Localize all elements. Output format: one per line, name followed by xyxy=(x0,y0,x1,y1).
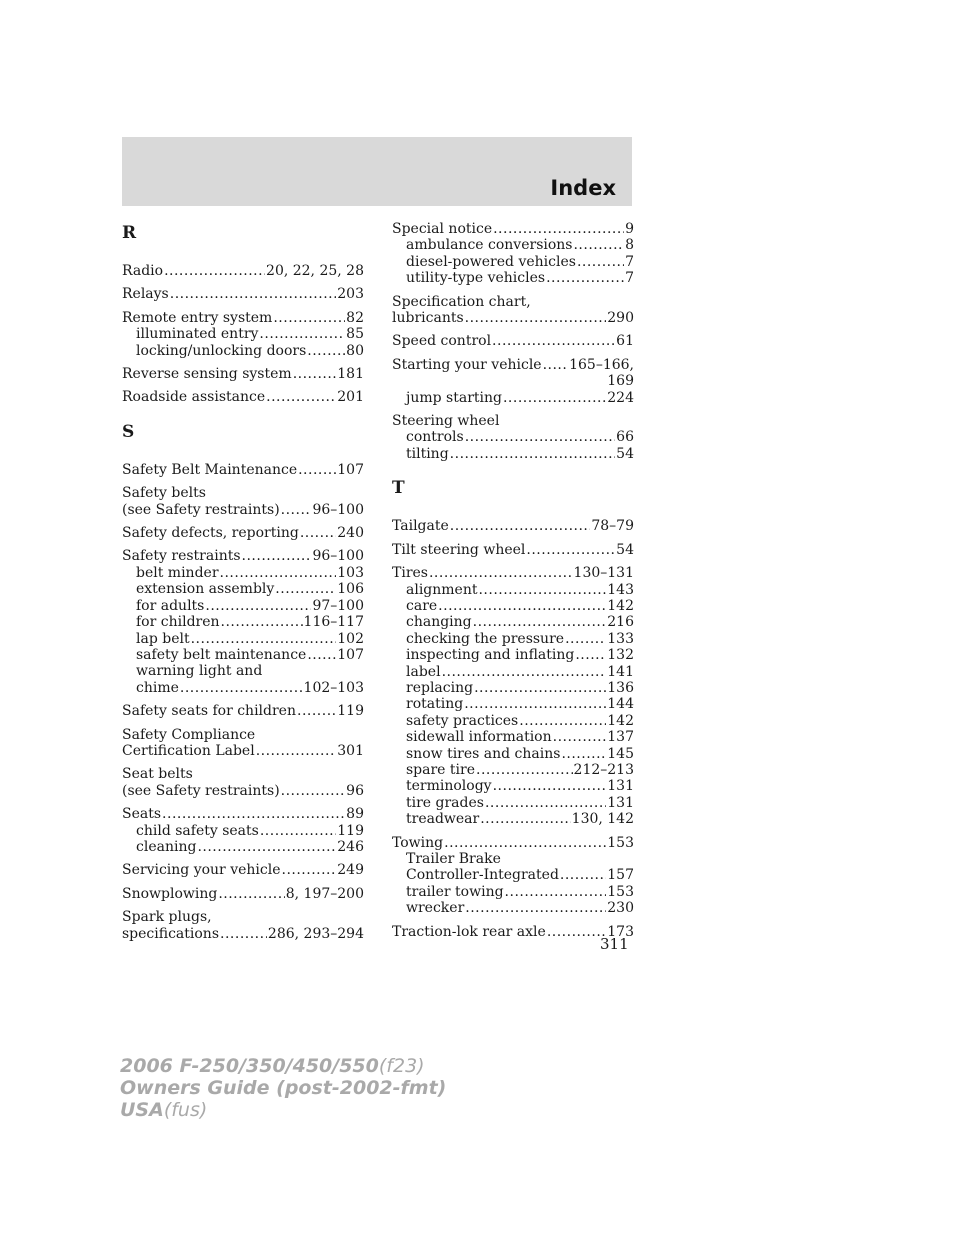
index-entry-safety-belts: Safety belts (see Safety restraints) ..... 96–100 xyxy=(122,485,364,518)
section-letter-t: T xyxy=(392,478,405,499)
index-entry-special-notice: Special notice ..... 9 ambulance conversions ..... 8 diesel-powered vehicles ..... 7 utility-type vehicles ..... 7 xyxy=(392,221,634,287)
page-title: Index xyxy=(550,176,616,200)
section-letter-s: S xyxy=(122,421,135,442)
index-entry-seat-belts: Seat belts (see Safety restraints) ..... 96 xyxy=(122,766,364,799)
document-footer xyxy=(120,1055,446,1121)
index-entry-tailgate: Tailgate ..... 78–79 xyxy=(392,518,634,534)
index-entry-roadside: Roadside assistance ..... 201 xyxy=(122,389,364,405)
index-entry-steering-wheel: Steering wheel controls ..... 66 tilting ..... 54 xyxy=(392,413,634,462)
index-entry-towing: Towing ..... 153 Trailer Brake Controller-Integrated ..... 157 trailer towing ..... 153 wrecker ..... 230 xyxy=(392,835,634,917)
index-entry-safety-restraints: Safety restraints ..... 96–100 belt minder ..... 103 extension assembly ..... 106 for adults ..... 97–100 for children ..... 116–117 lap belt ..... 102 safety belt maintenance ..... 107 warning light and chime ..... 102–103 xyxy=(122,548,364,696)
index-entry-spark-plugs: Spark plugs, specifications ..... 286, 293–294 xyxy=(122,909,364,942)
index-entry-safety-defects: Safety defects, reporting ..... 240 xyxy=(122,525,364,541)
index-entry-speed-control: Speed control ..... 61 xyxy=(392,333,634,349)
index-entry-safety-seats: Safety seats for children ..... 119 xyxy=(122,703,364,719)
footer-guide-line: Owners Guide (post-2002-fmt) xyxy=(120,1077,447,1099)
footer-model-line: 2006 F-250/350/450/550(f23) xyxy=(120,1055,425,1077)
index-entry-radio: Radio ..... 20, 22, 25, 28 xyxy=(122,263,364,279)
index-entry-snowplowing: Snowplowing ..... 8, 197–200 xyxy=(122,886,364,902)
index-entry-specification-chart: Specification chart, lubricants ..... 290 xyxy=(392,294,634,327)
index-column-left xyxy=(122,221,364,949)
index-entry-starting: Starting your vehicle ..... 165–166, 169 jump starting ..... 224 xyxy=(392,357,634,406)
index-entry-tilt-steering: Tilt steering wheel ..... 54 xyxy=(392,542,634,558)
index-entry-remote-entry: Remote entry system ..... 82 illuminated entry ..... 85 locking/unlocking doors ..... 80 xyxy=(122,310,364,359)
index-column-right xyxy=(392,221,634,947)
footer-market-line: USA(fus) xyxy=(120,1099,208,1121)
index-entry-safety-belt-maintenance: Safety Belt Maintenance ..... 107 xyxy=(122,462,364,478)
index-entry-traction-lok: Traction-lok rear axle ..... 173 xyxy=(392,924,634,940)
section-letter-r: R xyxy=(122,223,137,243)
page-number: 311 xyxy=(600,935,629,953)
index-entry-seats: Seats ..... 89 child safety seats ..... 119 cleaning ..... 246 xyxy=(122,806,364,855)
header-band xyxy=(122,137,632,206)
index-entry-reverse-sensing: Reverse sensing system ..... 181 xyxy=(122,366,364,382)
index-entry-relays: Relays ..... 203 xyxy=(122,286,364,302)
index-entry-tires: Tires ..... 130–131 alignment ..... 143 care ..... 142 changing ..... 216 checking the pressure ..... 133 inspecting and inflating ..... 132 label ..... 141 replacing ..... 136 rotating ..... 144 safety practices ..... 142 sidewall information ..... 137 snow tires and chains ..... 145 spare tire ..... 212–213 terminology ..... 131 tire grades ..... 131 treadwear ..... 130, 142 xyxy=(392,565,634,828)
index-entry-servicing: Servicing your vehicle ..... 249 xyxy=(122,862,364,878)
index-entry-safety-compliance: Safety Compliance Certification Label ..... 301 xyxy=(122,727,364,760)
